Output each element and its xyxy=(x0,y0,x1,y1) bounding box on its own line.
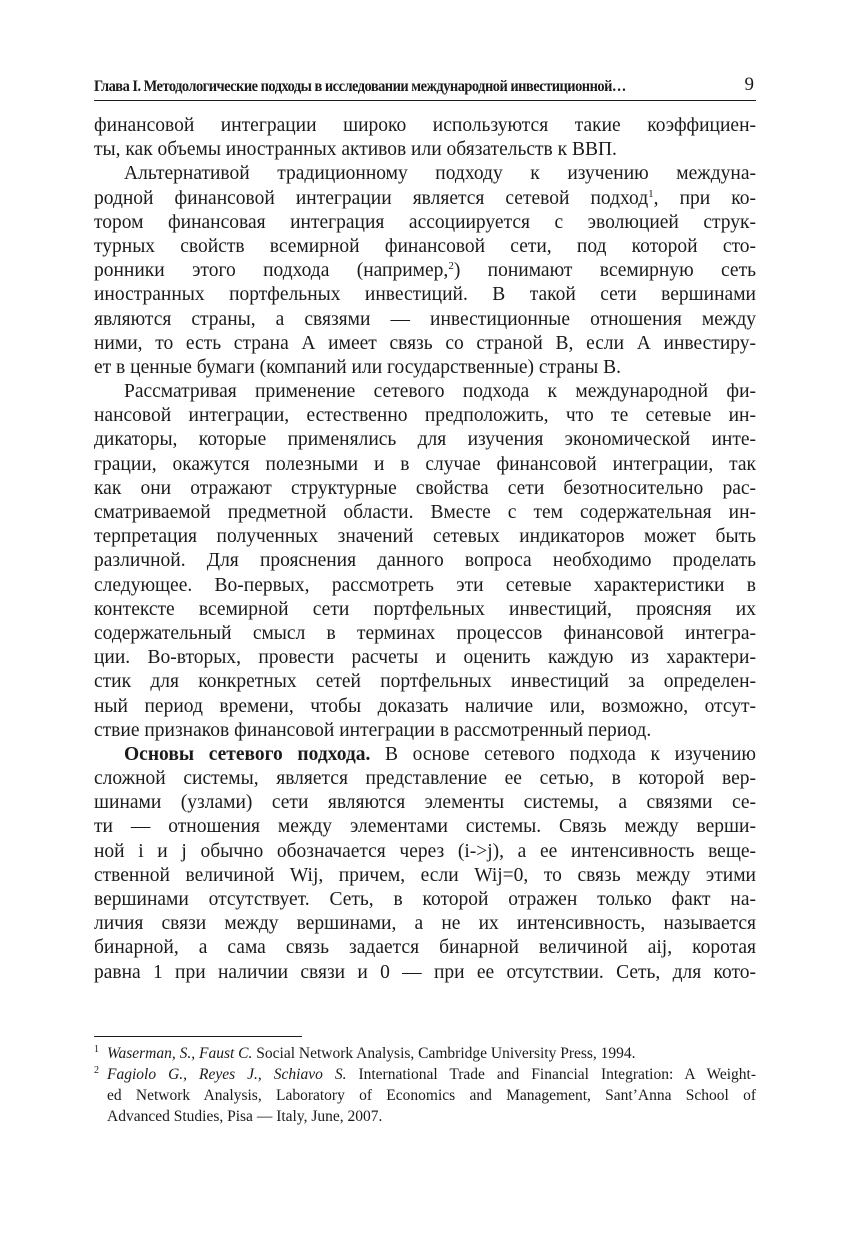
text-line: бинарной, а сама связь задается бинарной величиной aij, коротая xyxy=(94,937,756,959)
text-line: контексте всемирной сети портфельных инвестиций, проясняя их xyxy=(94,598,756,620)
text-line: ты, как объемы иностранных активов или обязательств к ВВП. xyxy=(94,139,617,161)
text-line: Основы сетевого подхода. В основе сетевого подхода к изучению xyxy=(124,743,756,765)
footnote-line: Advanced Studies, Pisa — Italy, June, 2007. xyxy=(107,1108,383,1125)
text-line: шинами (узлами) сети являются элементы системы, а связями се- xyxy=(94,792,756,814)
footnote-authors: Waserman, S., Faust C. xyxy=(107,1045,253,1062)
running-head xyxy=(94,74,756,98)
text-line: грации, окажутся полезными и в случае финансовой интеграции, так xyxy=(94,453,756,475)
text-line: иностранных портфельных инвестиций. В такой сети вершинами xyxy=(94,284,756,306)
text-line: содержательный смысл в терминах процессов финансовой интегра- xyxy=(94,622,756,644)
text-line: ствие признаков финансовой интеграции в рассмотренный период. xyxy=(94,719,652,741)
text-line: ции. Во-вторых, провести расчеты и оценить каждую из характери- xyxy=(94,647,756,669)
text-line: ет в ценные бумаги (компаний или государственные) страны В. xyxy=(94,356,622,378)
page-number: 9 xyxy=(744,74,754,95)
footnote-ref-1[interactable]: 1 xyxy=(648,187,654,200)
footnote-authors: Fagiolo G., Reyes J., Schiavo S. xyxy=(107,1066,347,1083)
text-line: являются страны, а связями — инвестиционные отношения между xyxy=(94,308,756,330)
text-line: сложной системы, является представление ее сетью, в которой вер- xyxy=(94,768,756,790)
text-line: следующее. Во-первых, рассмотреть эти сетевые характеристики в xyxy=(94,574,756,596)
text-line: финансовой интеграции широко используются такие коэффициен- xyxy=(94,115,756,136)
main-text xyxy=(94,114,756,985)
text-line: ственной величиной Wij, причем, если Wij=0, то связь между этими xyxy=(94,864,756,886)
text-line: дикаторы, которые применялись для изучения экономической инте- xyxy=(94,429,756,451)
text-line: ный период времени, чтобы доказать наличие или, возможно, отсут- xyxy=(94,695,756,717)
text-line: вершинами отсутствует. Сеть, в которой отражен только факт на- xyxy=(94,889,756,910)
footnote-1 xyxy=(94,1043,756,1064)
footnote-rule xyxy=(94,1036,302,1037)
footnote-line: ed Network Analysis, Laboratory of Economics and Management, Sant’Anna School of xyxy=(107,1087,756,1104)
footnote-number: 1 xyxy=(94,1044,99,1055)
text-line: как они отражают структурные свойства сети безотносительно рас- xyxy=(94,477,756,499)
text-line: родной финансовой интеграции является сетевой подход$^1$, при ко- xyxy=(94,187,756,209)
footnote-line: Waserman, S., Faust C. Social Network Analysis, Cambridge University Press, 1994. xyxy=(107,1045,636,1062)
text-line: турных свойств всемирной финансовой сети, под которой сто- xyxy=(94,235,756,257)
text-line: ной i и j обычно обозначается через (i->j), а ее интенсивность веще- xyxy=(94,840,756,862)
text-line: стик для конкретных сетей портфельных инвестиций за определен- xyxy=(94,671,756,693)
section-run-in-heading: Основы сетевого подхода. xyxy=(124,743,371,765)
text-line: различной. Для прояснения данного вопроса необходимо проделать xyxy=(94,550,756,572)
chapter-title: Глава I. Методологические подходы в исследовании международной инвестиционной… xyxy=(94,78,626,95)
footnote-2 xyxy=(94,1064,756,1127)
text-line: равна 1 при наличии связи и 0 — при ее отсутствии. Сеть, для кото- xyxy=(94,961,756,983)
text-line: личия связи между вершинами, а не их интенсивность, называется xyxy=(94,913,756,935)
text-line: тором финансовая интеграция ассоциируется с эволюцией струк- xyxy=(94,211,756,233)
footnote-ref-2[interactable]: 2 xyxy=(448,260,454,273)
text-line: Альтернативой традиционному подходу к изучению междуна- xyxy=(124,163,756,185)
text-line: терпретация полученных значений сетевых индикаторов может быть xyxy=(94,526,756,548)
footnote-line: Fagiolo G., Reyes J., Schiavo S. International Trade and Financial Integration: A Weight- xyxy=(107,1066,757,1083)
text-line: ними, то есть страна А имеет связь со страной В, если А инвестиру- xyxy=(94,332,756,354)
text-line: нансовой интеграции, естественно предположить, что те сетевые ин- xyxy=(94,405,756,427)
text-line: Рассматривая применение сетевого подхода к международной фи- xyxy=(124,381,756,403)
text-line: ти — отношения между элементами системы. Связь между верши- xyxy=(94,816,756,838)
footnotes xyxy=(94,1043,756,1127)
header-rule xyxy=(94,100,756,101)
footnote-number: 2 xyxy=(94,1065,99,1076)
text-line: ронники этого подхода (например,$^2$) понимают всемирную сеть xyxy=(94,260,756,282)
text-line: сматриваемой предметной области. Вместе с тем содержательная ин- xyxy=(94,502,756,523)
